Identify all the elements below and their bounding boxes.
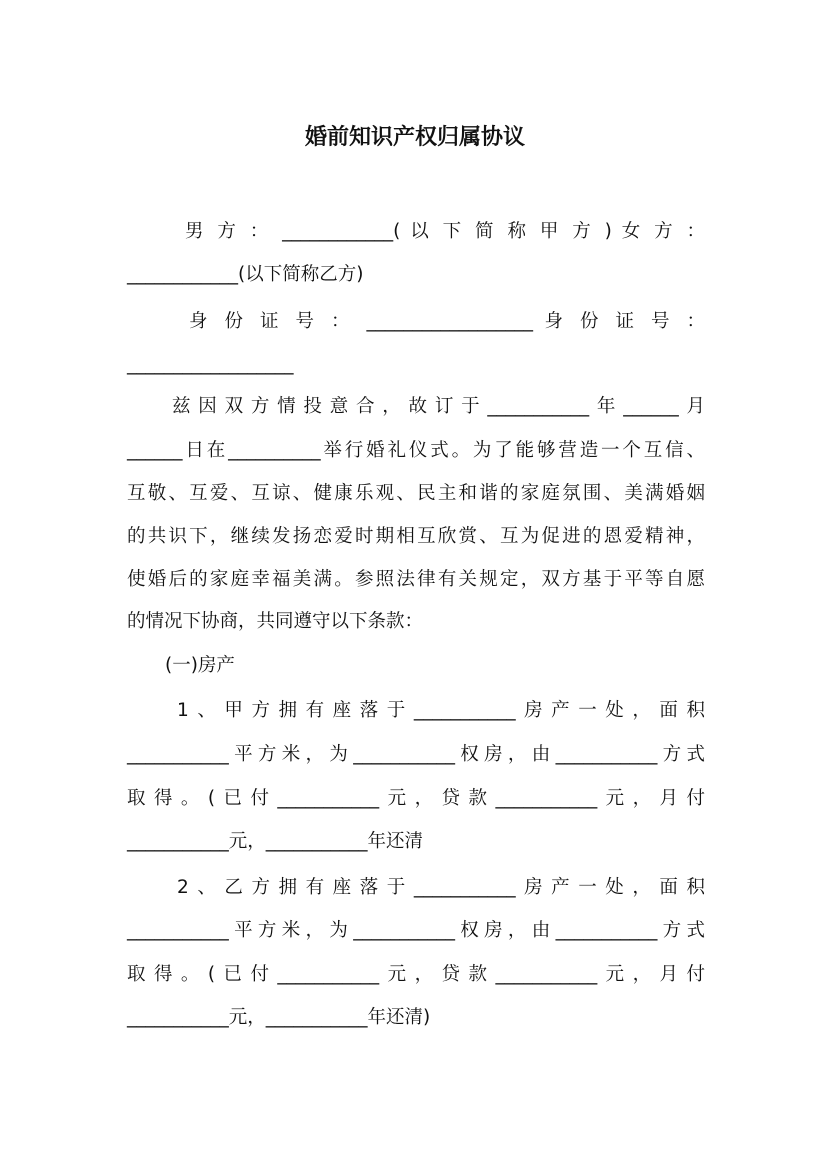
- text-line: ______日在__________举行婚礼仪式。为了能够营造一个互信、: [127, 440, 705, 461]
- text-line: 互敬、互爱、互谅、健康乐观、民主和谐的家庭氛围、美满婚姻: [127, 483, 705, 504]
- text-line: 兹因双方情投意合，故订于___________年______月: [172, 396, 705, 417]
- text-line: 的共识下，继续发扬恋爱时期相互欣赏、互为促进的恩爱精神，: [127, 526, 705, 547]
- text-line: 男 方 ： ____________( 以 下 简 称 甲 方 ) 女 方 ：: [185, 221, 705, 242]
- text-line: 2、乙方拥有座落于___________房产一处，面积: [177, 877, 705, 898]
- text-line: 取得。(已付___________元，贷款___________元，月付: [127, 788, 705, 809]
- text-line: 身 份 证 号 ： __________________ 身 份 证 号 ：: [189, 311, 705, 332]
- text-line: 使婚后的家庭幸福美满。参照法律有关规定，双方基于平等自愿: [127, 569, 705, 590]
- text-line: ___________平方米，为___________权房，由___________方式: [127, 920, 705, 941]
- text-line: ___________元，___________年还清): [127, 1007, 431, 1028]
- document-title: 婚前知识产权归属协议: [304, 125, 525, 150]
- text-line: ___________元，___________年还清: [127, 831, 424, 852]
- text-line: __________________: [127, 354, 294, 375]
- text-line: ___________平方米，为___________权房，由___________方式: [127, 744, 705, 765]
- text-line: 1、甲方拥有座落于___________房产一处，面积: [177, 700, 705, 721]
- text-line: 取得。(已付___________元，贷款___________元，月付: [127, 964, 705, 985]
- text-line: ____________(以下简称乙方): [127, 264, 364, 285]
- text-line: 的情况下协商，共同遵守以下条款：: [127, 611, 424, 632]
- text-line: (一)房产: [165, 655, 235, 676]
